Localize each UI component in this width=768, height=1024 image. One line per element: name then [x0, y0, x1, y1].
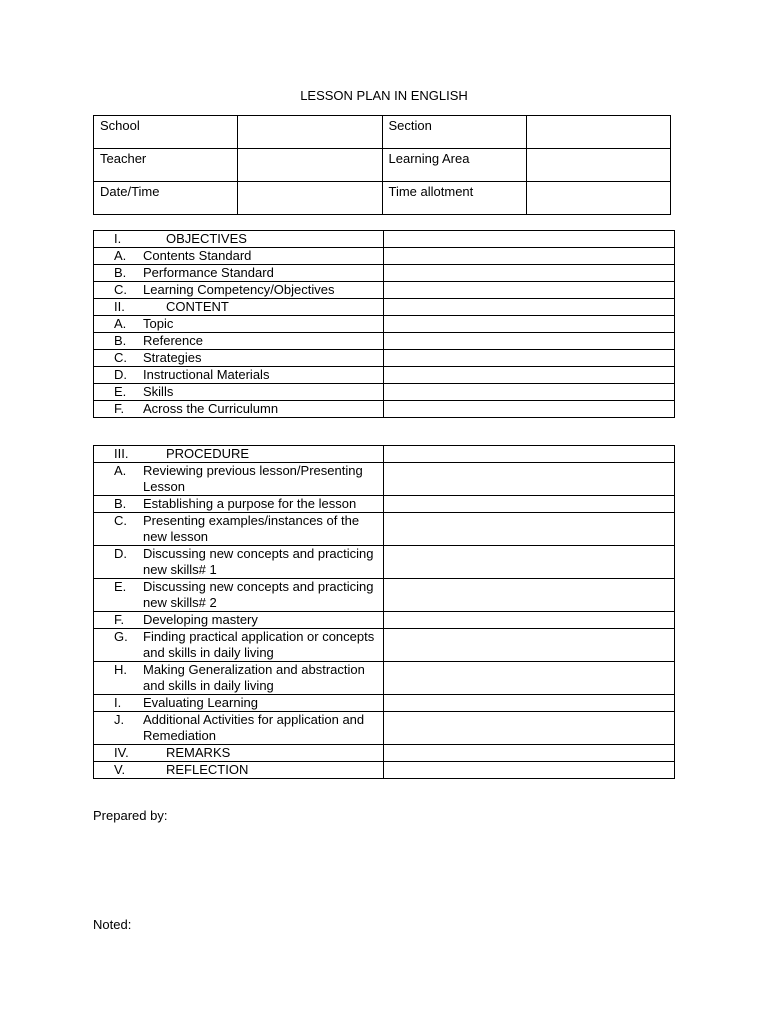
item-marker: III. [114, 446, 129, 461]
item-response-cell[interactable] [384, 695, 675, 712]
item-label-cell [94, 265, 384, 282]
item-text: Making Generalization and abstraction and skills in daily living [143, 662, 365, 693]
item-marker: E. [114, 579, 127, 594]
item-text: Additional Activities for application and Remediation [143, 712, 365, 743]
info-label-cell: Teacher [94, 149, 238, 182]
item-label-cell [94, 350, 384, 367]
item-response-cell[interactable] [384, 350, 675, 367]
item-marker: A. [114, 316, 127, 331]
item-marker: IV. [114, 745, 129, 760]
item-marker: D. [114, 546, 127, 561]
info-label-cell: Date/Time [94, 182, 238, 215]
item-text: Reviewing previous lesson/Presenting Lesson [143, 463, 363, 494]
item-label-cell [94, 446, 384, 463]
item-marker: B. [114, 333, 127, 348]
item-label-cell [94, 762, 384, 779]
item-response-cell[interactable] [384, 299, 675, 316]
table-row [94, 265, 675, 282]
table-row [94, 299, 675, 316]
item-text: Evaluating Learning [143, 695, 258, 710]
item-text: Instructional Materials [143, 367, 270, 382]
table-row [94, 579, 675, 612]
info-value-cell[interactable] [526, 116, 670, 149]
info-row [94, 149, 671, 182]
info-label-cell: Time allotment [382, 182, 526, 215]
section-heading: REMARKS [166, 745, 231, 760]
table-row [94, 282, 675, 299]
item-text: Strategies [143, 350, 202, 365]
item-label-cell [94, 367, 384, 384]
item-label-cell [94, 712, 384, 745]
item-label-cell [94, 384, 384, 401]
item-label-cell [94, 231, 384, 248]
item-response-cell[interactable] [384, 265, 675, 282]
header-info-table [93, 115, 671, 215]
info-value-cell[interactable] [526, 182, 670, 215]
info-value-cell[interactable] [238, 182, 382, 215]
table-row [94, 350, 675, 367]
table-row [94, 612, 675, 629]
item-response-cell[interactable] [384, 367, 675, 384]
item-label-cell [94, 612, 384, 629]
item-marker: B. [114, 496, 127, 511]
table-row [94, 695, 675, 712]
table-row [94, 546, 675, 579]
section-heading: REFLECTION [166, 762, 249, 777]
item-marker: E. [114, 384, 127, 399]
table-row [94, 463, 675, 496]
item-text: Discussing new concepts and practicing new skills# 2 [143, 579, 374, 610]
table-row [94, 513, 675, 546]
item-label-cell [94, 662, 384, 695]
item-label-cell [94, 496, 384, 513]
table-row [94, 401, 675, 418]
table-row [94, 496, 675, 513]
item-text: Presenting examples/instances of the new lesson [143, 513, 360, 544]
info-label-cell: Learning Area [382, 149, 526, 182]
page-title: LESSON PLAN IN ENGLISH [300, 88, 468, 103]
table-row [94, 333, 675, 350]
procedure-table [93, 445, 675, 779]
item-label-cell [94, 463, 384, 496]
item-label-cell [94, 316, 384, 333]
item-marker: II. [114, 299, 125, 314]
item-marker: A. [114, 248, 127, 263]
info-row [94, 182, 671, 215]
item-response-cell[interactable] [384, 629, 675, 662]
item-marker: J. [114, 712, 125, 727]
item-response-cell[interactable] [384, 446, 675, 463]
item-marker: D. [114, 367, 127, 382]
item-marker: I. [114, 695, 122, 710]
info-value-cell[interactable] [526, 149, 670, 182]
item-marker: C. [114, 282, 127, 297]
item-label-cell [94, 513, 384, 546]
table-row [94, 745, 675, 762]
item-marker: F. [114, 401, 125, 416]
item-text: Reference [143, 333, 203, 348]
item-response-cell[interactable] [384, 401, 675, 418]
item-response-cell[interactable] [384, 248, 675, 265]
item-marker: H. [114, 662, 127, 677]
section-heading: CONTENT [166, 299, 229, 314]
item-label-cell [94, 695, 384, 712]
item-label-cell [94, 629, 384, 662]
item-response-cell[interactable] [384, 384, 675, 401]
table-row [94, 316, 675, 333]
item-text: Contents Standard [143, 248, 252, 263]
item-text: Performance Standard [143, 265, 274, 280]
item-label-cell [94, 333, 384, 350]
info-value-cell[interactable] [238, 116, 382, 149]
item-text: Topic [143, 316, 174, 331]
table-row [94, 248, 675, 265]
item-response-cell[interactable] [384, 579, 675, 612]
item-marker: F. [114, 612, 125, 627]
table-row [94, 629, 675, 662]
item-marker: C. [114, 350, 127, 365]
item-marker: G. [114, 629, 128, 644]
item-text: Establishing a purpose for the lesson [143, 496, 357, 511]
item-text: Skills [143, 384, 174, 399]
item-label-cell [94, 248, 384, 265]
item-text: Discussing new concepts and practicing new skills# 1 [143, 546, 374, 577]
item-response-cell[interactable] [384, 496, 675, 513]
section-heading: PROCEDURE [166, 446, 250, 461]
objectives-content-table [93, 230, 675, 418]
item-marker: V. [114, 762, 126, 777]
info-value-cell[interactable] [238, 149, 382, 182]
item-marker: C. [114, 513, 127, 528]
item-response-cell[interactable] [384, 231, 675, 248]
item-label-cell [94, 579, 384, 612]
noted-label: Noted: [93, 917, 132, 932]
item-response-cell[interactable] [384, 612, 675, 629]
item-response-cell[interactable] [384, 282, 675, 299]
table-row [94, 762, 675, 779]
item-response-cell[interactable] [384, 463, 675, 496]
item-text: Across the Curriculumn [143, 401, 279, 416]
item-response-cell[interactable] [384, 745, 675, 762]
item-marker: I. [114, 231, 122, 246]
info-label-cell: Section [382, 116, 526, 149]
item-response-cell[interactable] [384, 762, 675, 779]
prepared-by-label: Prepared by: [93, 808, 168, 823]
item-marker: A. [114, 463, 127, 478]
info-row [94, 116, 671, 149]
item-response-cell[interactable] [384, 316, 675, 333]
item-response-cell[interactable] [384, 546, 675, 579]
info-label-cell: School [94, 116, 238, 149]
table-row [94, 712, 675, 745]
table-row [94, 384, 675, 401]
item-text: Developing mastery [143, 612, 258, 627]
table-row [94, 446, 675, 463]
item-response-cell[interactable] [384, 712, 675, 745]
item-label-cell [94, 745, 384, 762]
item-label-cell [94, 299, 384, 316]
item-label-cell [94, 401, 384, 418]
item-response-cell[interactable] [384, 333, 675, 350]
item-text: Finding practical application or concepts and skills in daily living [143, 629, 375, 660]
table-row [94, 231, 675, 248]
table-row [94, 662, 675, 695]
item-response-cell[interactable] [384, 513, 675, 546]
item-label-cell [94, 546, 384, 579]
section-heading: OBJECTIVES [166, 231, 247, 246]
item-label-cell [94, 282, 384, 299]
item-response-cell[interactable] [384, 662, 675, 695]
table-row [94, 367, 675, 384]
item-marker: B. [114, 265, 127, 280]
item-text: Learning Competency/Objectives [143, 282, 335, 297]
